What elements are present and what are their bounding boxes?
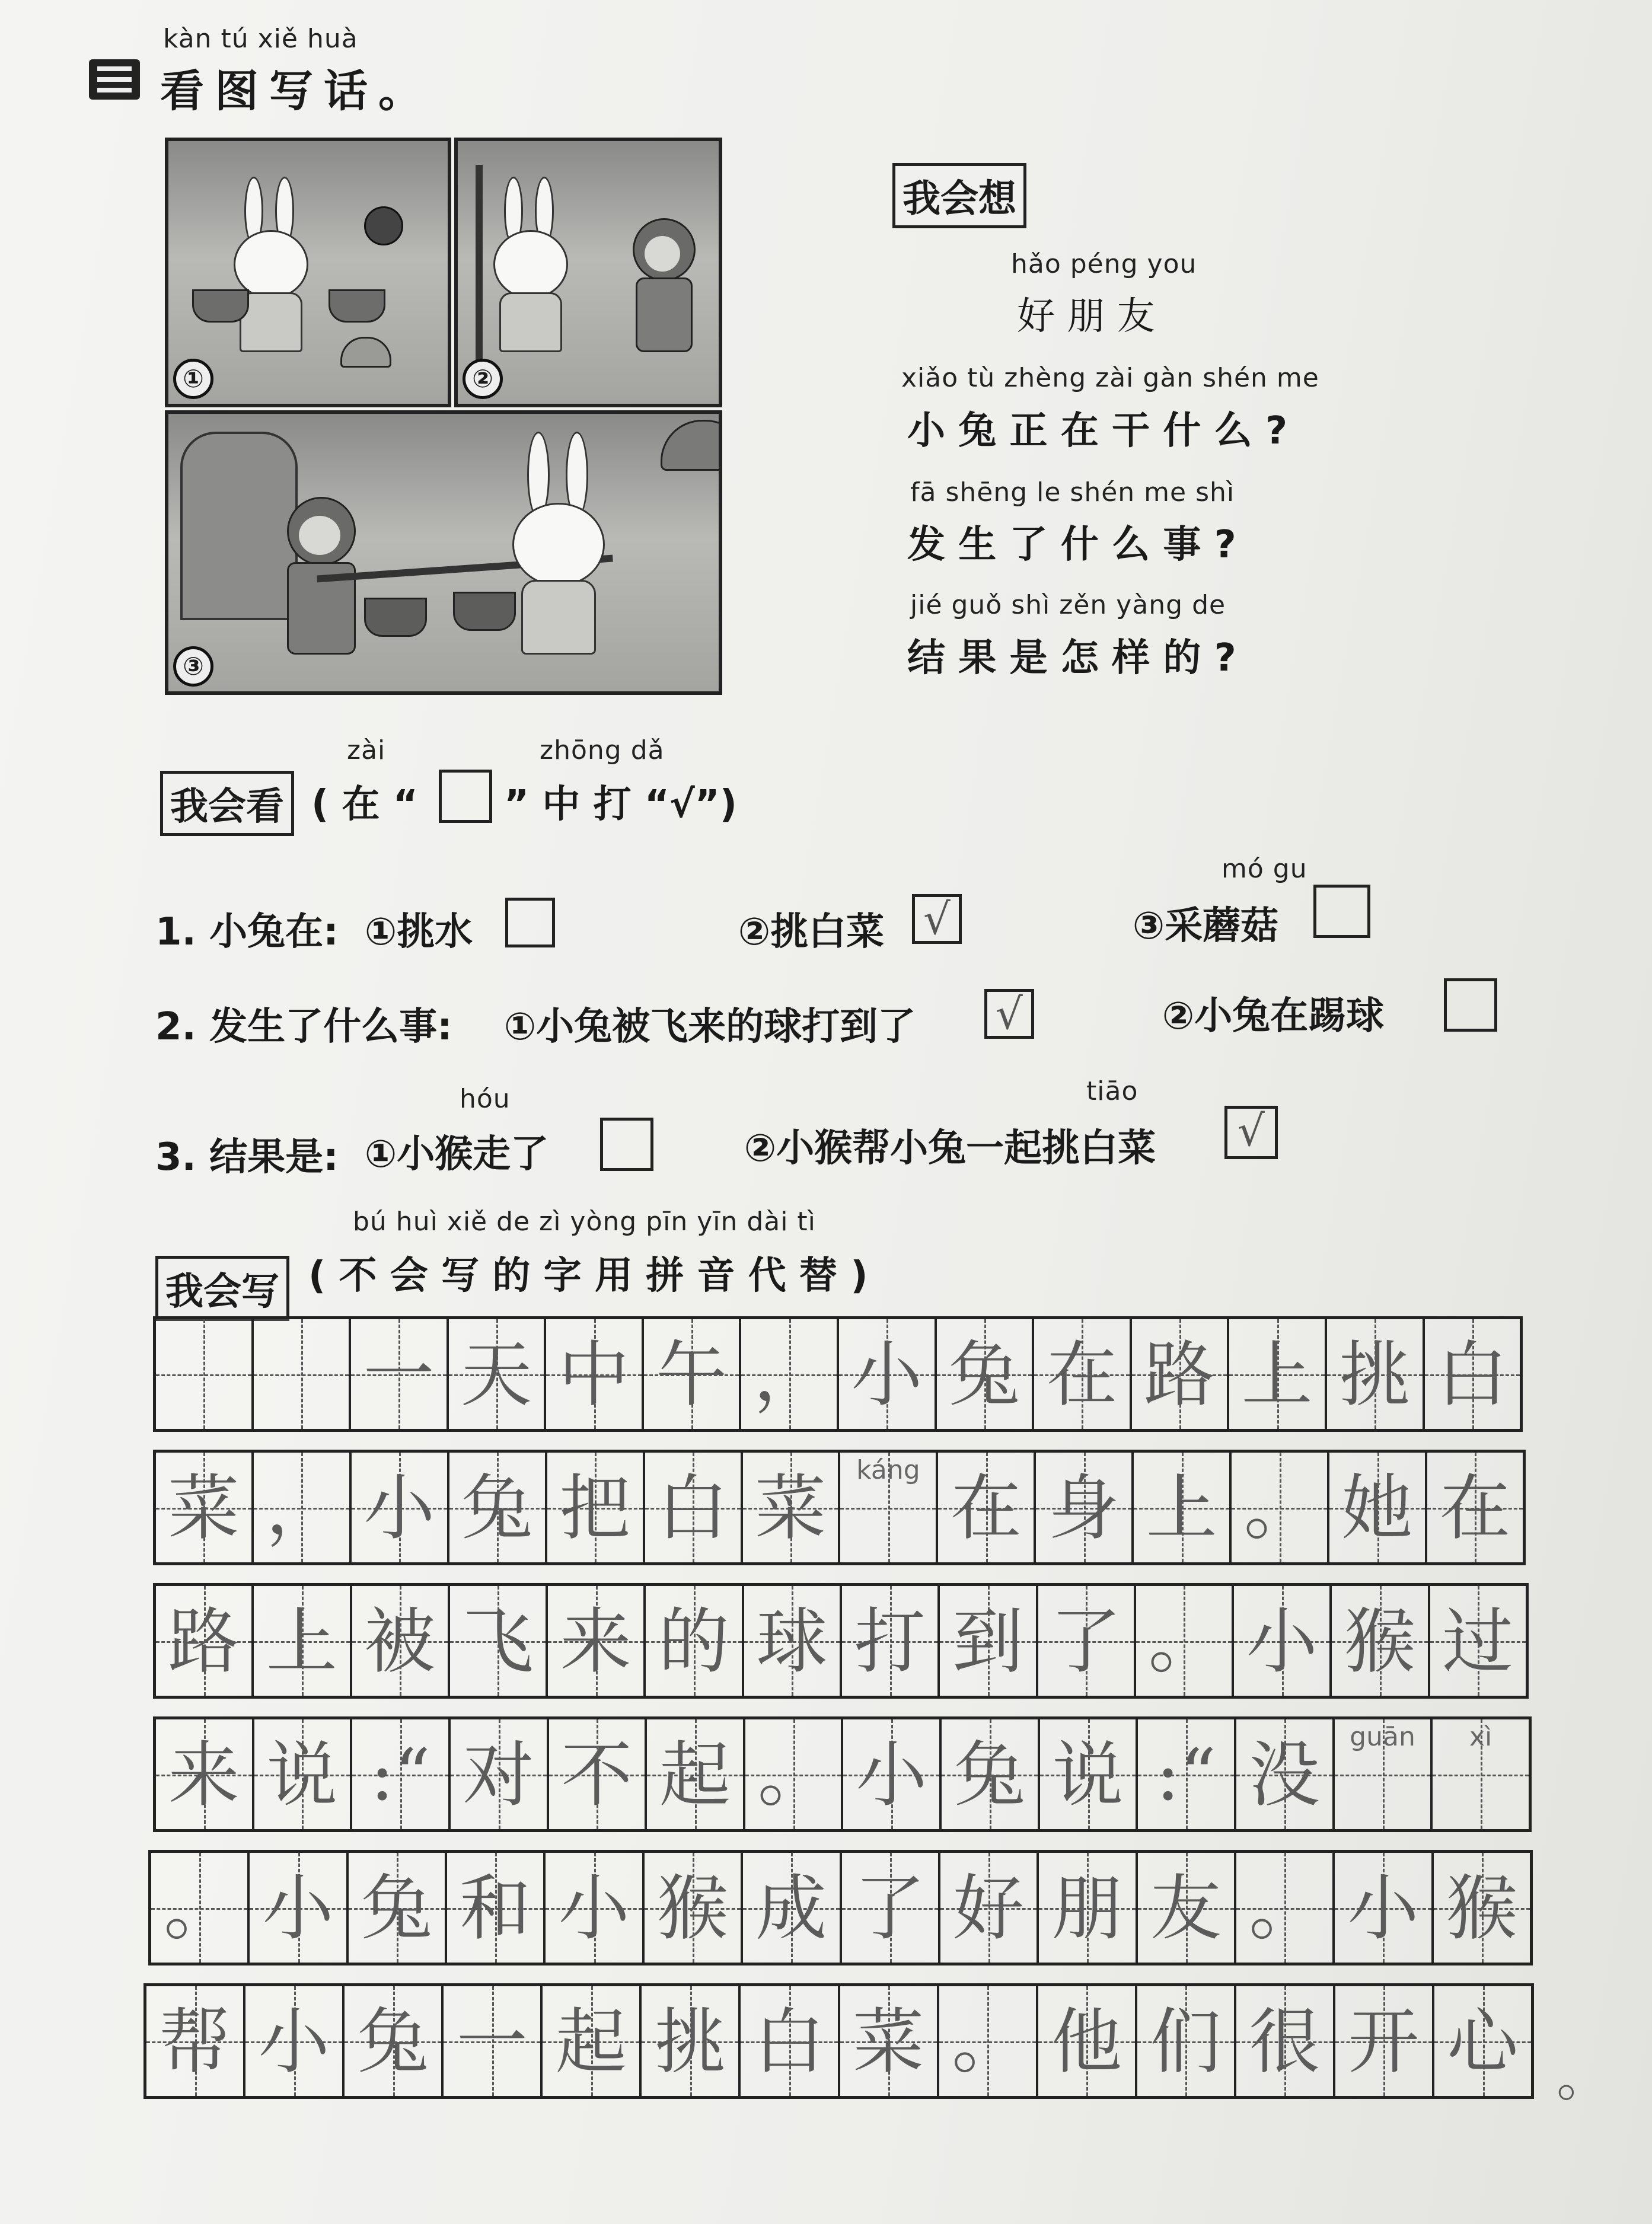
q1-option-1: ①挑水 [365, 910, 473, 954]
grid-cell[interactable] [254, 1719, 353, 1829]
handwritten-char: 没 [1248, 1734, 1320, 1817]
grid-cell[interactable] [1036, 1453, 1134, 1562]
think-question-2: 发 生 了 什 么 事 ? [907, 523, 1236, 567]
handwritten-char: 很 [1249, 2001, 1321, 2083]
handwritten-pinyin: káng [856, 1455, 920, 1485]
grid-cell[interactable] [1040, 1719, 1138, 1829]
grid-cell[interactable] [647, 1719, 745, 1829]
q1-option-2: ②挑白菜 [738, 910, 885, 954]
handwritten-char: 她 [1341, 1467, 1413, 1550]
rabbit-figure [493, 194, 565, 349]
example-box [439, 770, 492, 823]
grid-cell[interactable] [1430, 1586, 1526, 1696]
ball-icon [364, 206, 403, 245]
handwritten-char: 说 [1052, 1734, 1124, 1817]
grid-cell[interactable] [1327, 1319, 1425, 1429]
grid-cell[interactable] [156, 1719, 254, 1829]
handwritten-char: 心 [1447, 2001, 1519, 2083]
handwritten-char: 飞 [462, 1601, 534, 1683]
grid-cell[interactable] [938, 1453, 1036, 1562]
handwritten-char: 菜 [168, 1467, 240, 1550]
mushroom-icon [340, 337, 391, 368]
handwritten-char: 午 [656, 1334, 728, 1416]
handwritten-char: 。 [1148, 1601, 1220, 1683]
carrying-pole-icon [476, 165, 483, 378]
zai-pinyin: zài [347, 735, 386, 765]
handwritten-char: 路 [168, 1601, 240, 1683]
handwritten-char: 。 [1249, 1868, 1321, 1950]
grid-cell[interactable] [447, 1853, 546, 1963]
grid-cell[interactable] [345, 1986, 444, 2096]
handwritten-char: 上 [1241, 1334, 1313, 1416]
grid-cell[interactable] [546, 1853, 644, 1963]
grid-cell[interactable] [1137, 1986, 1236, 2096]
handwritten-char: 。 [1243, 1467, 1315, 1550]
handwritten-char: 好 [953, 1868, 1025, 1950]
grid-cell[interactable] [1234, 1586, 1332, 1696]
handwritten-char: 成 [755, 1868, 827, 1950]
q1-option-3: ③采蘑菇 [1133, 904, 1279, 948]
cabbage-basket-icon [453, 592, 516, 631]
think-label: 我会想 [892, 163, 1026, 228]
grid-cell[interactable] [254, 1319, 352, 1429]
handwritten-char: 兔 [361, 1868, 432, 1950]
grid-cell[interactable] [1427, 1453, 1523, 1562]
think-pinyin-4: jié guǒ shì zěn yàng de [910, 590, 1226, 620]
grid-cell[interactable] [745, 1719, 844, 1829]
handwritten-char: 来 [168, 1734, 240, 1817]
think-question-1: 小 兔 正 在 干 什 么 ? [907, 409, 1288, 453]
grid-cell[interactable] [937, 1319, 1035, 1429]
q1-checkbox-2[interactable]: √ [912, 894, 962, 944]
handwritten-char: 的 [658, 1601, 730, 1683]
grid-cell[interactable] [1236, 1719, 1335, 1829]
grid-cell[interactable] [543, 1986, 642, 2096]
grid-cell[interactable] [840, 1986, 939, 2096]
grid-cell[interactable] [444, 1986, 543, 2096]
q3-option-2: ②小猴帮小兔一起挑白菜 [744, 1127, 1156, 1170]
grid-cell[interactable] [1332, 1586, 1430, 1696]
q2-label: 2. 发生了什么事: [155, 1005, 452, 1049]
grid-cell[interactable] [1236, 1986, 1335, 2096]
panel-number: ③ [173, 646, 213, 687]
section-number-icon [89, 59, 140, 100]
grid-cell[interactable] [839, 1319, 937, 1429]
grid-cell[interactable] [842, 1586, 940, 1696]
grid-cell[interactable] [940, 1586, 1038, 1696]
handwritten-char: 了 [854, 1868, 926, 1950]
grid-cell[interactable] [1236, 1853, 1335, 1963]
grid-cell[interactable] [741, 1319, 839, 1429]
grid-cell[interactable] [245, 1986, 345, 2096]
grid-cell[interactable] [942, 1719, 1040, 1829]
handwritten-char: 小 [262, 1868, 334, 1950]
handwritten-char: 和 [460, 1868, 531, 1950]
picture-panel-1 [165, 138, 451, 407]
grid-cell[interactable] [645, 1453, 743, 1562]
grid-cell[interactable] [1132, 1319, 1230, 1429]
grid-cell[interactable] [450, 1586, 548, 1696]
handwritten-char: 打 [854, 1601, 926, 1683]
writing-grid-row-2 [153, 1450, 1526, 1565]
handwritten-char: 白 [754, 2001, 825, 2083]
grid-cell[interactable] [546, 1319, 644, 1429]
grid-cell[interactable] [642, 1986, 741, 2096]
grid-cell[interactable] [156, 1586, 254, 1696]
grid-cell[interactable] [1229, 1319, 1327, 1429]
handwritten-char: 白 [1436, 1334, 1508, 1416]
handwritten-char: 在 [1439, 1467, 1511, 1550]
grid-cell[interactable] [1039, 1853, 1137, 1963]
grid-cell[interactable] [1038, 1986, 1137, 2096]
handwritten-char [254, 1319, 349, 1429]
grid-cell[interactable] [352, 1453, 449, 1562]
handwritten-char: 挑 [654, 2001, 726, 2083]
handwritten-char: :“ [370, 1734, 430, 1817]
q1-label: 1. 小兔在: [155, 910, 339, 954]
grid-cell[interactable] [1335, 1853, 1433, 1963]
grid-cell[interactable] [1335, 1986, 1434, 2096]
look-instruction-open: ( 在 “ [311, 783, 418, 827]
handwritten-char: 对 [463, 1734, 534, 1817]
grid-cell[interactable] [156, 1453, 254, 1562]
grid-cell[interactable] [940, 1853, 1039, 1963]
handwritten-pinyin: guān [1350, 1722, 1415, 1752]
grid-cell[interactable] [156, 1319, 254, 1429]
handwritten-char: 他 [1051, 2001, 1122, 2083]
writing-grid-row-4 [153, 1716, 1532, 1832]
write-instruction: ( 不 会 写 的 字 用 拼 音 代 替 ) [308, 1254, 868, 1298]
picture-panel-2 [454, 138, 722, 407]
handwritten-char: 到 [952, 1601, 1023, 1683]
q3-option-1: ①小猴走了 [365, 1132, 549, 1176]
mushroom-icon [661, 420, 722, 471]
handwritten-char: 开 [1348, 2001, 1420, 2083]
handwritten-char: 朋 [1051, 1868, 1123, 1950]
grid-cell[interactable] [449, 1319, 547, 1429]
handwritten-char: 在 [1046, 1334, 1118, 1416]
grid-cell[interactable] [1034, 1319, 1132, 1429]
handwritten-char: 上 [266, 1601, 337, 1683]
handwritten-char: 身 [1048, 1467, 1120, 1550]
handwritten-char: 小 [258, 2001, 330, 2083]
picture-panel-3 [165, 410, 722, 695]
grid-cell[interactable] [646, 1586, 744, 1696]
handwritten-char: ， [753, 1334, 825, 1416]
handwritten-char: 。 [952, 2001, 1023, 2083]
handwritten-char: 菜 [754, 1467, 826, 1550]
cabbage-basket-icon [329, 289, 385, 323]
grid-cell[interactable] [254, 1586, 352, 1696]
trailing-period: 。 [1557, 2046, 1610, 2108]
handwritten-char: 友 [1150, 1868, 1222, 1950]
q3-checkbox-2[interactable]: √ [1224, 1106, 1278, 1159]
grid-cell[interactable] [1425, 1319, 1520, 1429]
grid-cell[interactable] [1329, 1453, 1427, 1562]
grid-cell[interactable] [939, 1986, 1038, 2096]
handwritten-char: 起 [659, 1734, 731, 1817]
grid-cell[interactable] [151, 1853, 250, 1963]
look-instruction-close: ” 中 打 “√”) [504, 783, 737, 827]
handwritten-char: 猴 [656, 1868, 728, 1950]
handwritten-char: 兔 [953, 1734, 1025, 1817]
grid-cell[interactable] [645, 1853, 743, 1963]
handwritten-char: 球 [756, 1601, 828, 1683]
handwritten-char: 不 [561, 1734, 633, 1817]
page-title: 看图写话。 [160, 66, 433, 117]
handwritten-char: 兔 [948, 1334, 1020, 1416]
handwritten-char: 把 [559, 1467, 631, 1550]
cabbage-basket-icon [192, 289, 249, 323]
grid-cell[interactable] [843, 1719, 942, 1829]
grid-cell[interactable] [449, 1453, 547, 1562]
handwritten-char: 。 [757, 1734, 829, 1817]
handwritten-char: 小 [856, 1734, 927, 1817]
handwritten-char: 。 [164, 1868, 235, 1950]
handwritten-char: 兔 [357, 2001, 429, 2083]
q1-checkbox-3[interactable] [1313, 885, 1370, 938]
grid-cell[interactable] [352, 1719, 451, 1829]
write-pinyin: bú huì xiě de zì yòng pīn yīn dài tì [353, 1207, 816, 1237]
panel-number: ② [463, 359, 503, 399]
rabbit-figure [512, 455, 601, 657]
think-topic: 好 朋 友 [1017, 295, 1155, 339]
handwritten-char: ， [266, 1467, 337, 1550]
q3-label: 3. 结果是: [155, 1135, 339, 1179]
handwritten-char: 帮 [159, 2001, 231, 2083]
monkey-figure [281, 497, 358, 687]
grid-cell[interactable] [840, 1453, 938, 1562]
title-pinyin: kàn tú xiě huà [163, 24, 358, 54]
q2-option-2: ②小兔在踢球 [1162, 994, 1385, 1038]
grid-cell[interactable] [1335, 1719, 1433, 1829]
grid-cell[interactable] [547, 1453, 645, 1562]
handwritten-char: 挑 [1339, 1334, 1411, 1416]
grid-cell[interactable] [1433, 1719, 1529, 1829]
handwritten-char: 起 [555, 2001, 627, 2083]
grid-cell[interactable] [644, 1319, 742, 1429]
q1-checkbox-1[interactable] [505, 898, 555, 947]
grid-cell[interactable] [548, 1586, 646, 1696]
writing-grid-row-6 [143, 1983, 1534, 2099]
handwritten-char: 猴 [1446, 1868, 1517, 1950]
grid-cell[interactable] [352, 1586, 450, 1696]
grid-cell[interactable] [1136, 1586, 1234, 1696]
grid-cell[interactable] [250, 1853, 348, 1963]
handwritten-char: 小 [851, 1334, 923, 1416]
grid-cell[interactable] [743, 1453, 841, 1562]
mogu-pinyin: mó gu [1222, 854, 1307, 884]
handwritten-char [156, 1319, 251, 1429]
grid-cell[interactable] [741, 1986, 840, 2096]
handwritten-char: 上 [1146, 1467, 1217, 1550]
panel-number: ① [173, 359, 213, 399]
think-question-3: 结 果 是 怎 样 的 ? [907, 636, 1236, 680]
handwritten-char: 中 [558, 1334, 630, 1416]
grid-cell[interactable] [743, 1853, 841, 1963]
handwritten-char: 天 [461, 1334, 532, 1416]
rabbit-figure [234, 194, 305, 349]
writing-grid-row-5 [148, 1850, 1533, 1965]
handwritten-char: 来 [560, 1601, 632, 1683]
handwritten-char: 在 [950, 1467, 1022, 1550]
q2-checkbox-1[interactable]: √ [984, 989, 1034, 1039]
grid-cell[interactable] [549, 1719, 648, 1829]
handwritten-char: 路 [1144, 1334, 1216, 1416]
picture-area [165, 138, 722, 695]
grid-cell[interactable] [1134, 1453, 1232, 1562]
think-pinyin-2: xiǎo tù zhèng zài gàn shén me [901, 363, 1319, 393]
handwritten-char: 小 [363, 1467, 435, 1550]
handwritten-char: 们 [1150, 2001, 1222, 2083]
handwritten-char: 说 [266, 1734, 338, 1817]
handwritten-pinyin: xì [1469, 1722, 1492, 1752]
handwritten-char: 过 [1442, 1601, 1514, 1683]
cabbage-basket-icon [364, 598, 427, 637]
handwritten-char: 小 [558, 1868, 630, 1950]
writing-grid-row-1 [153, 1316, 1523, 1432]
q2-checkbox-2[interactable] [1444, 978, 1497, 1032]
grid-cell[interactable] [1138, 1853, 1236, 1963]
grid-cell[interactable] [842, 1853, 940, 1963]
grid-cell[interactable] [254, 1453, 352, 1562]
grid-cell[interactable] [1434, 1853, 1530, 1963]
q2-option-1: ①小兔被飞来的球打到了 [504, 1005, 916, 1049]
handwritten-char: 小 [1246, 1601, 1318, 1683]
think-pinyin-1: hǎo péng you [1011, 249, 1197, 279]
grid-cell[interactable] [351, 1319, 449, 1429]
handwritten-char: 一 [363, 1334, 435, 1416]
grid-cell[interactable] [451, 1719, 549, 1829]
grid-cell[interactable] [1434, 1986, 1531, 2096]
grid-cell[interactable] [1138, 1719, 1236, 1829]
hou-pinyin: hóu [460, 1084, 511, 1114]
look-label: 我会看 [160, 771, 294, 836]
writing-grid-row-3 [153, 1583, 1529, 1699]
handwritten-char: 菜 [853, 2001, 924, 2083]
handwritten-char: 一 [456, 2001, 528, 2083]
zhongda-pinyin: zhōng dǎ [540, 735, 665, 765]
think-pinyin-3: fā shēng le shén me shì [910, 477, 1235, 508]
grid-cell[interactable] [146, 1986, 245, 2096]
house-icon [180, 432, 298, 620]
handwritten-char: 白 [657, 1467, 729, 1550]
q3-checkbox-1[interactable] [600, 1118, 653, 1171]
handwritten-char: 了 [1050, 1601, 1122, 1683]
handwritten-char: 猴 [1344, 1601, 1416, 1683]
handwritten-char: 兔 [461, 1467, 533, 1550]
handwritten-char: 小 [1347, 1868, 1419, 1950]
tiao-pinyin: tiāo [1086, 1076, 1138, 1106]
grid-cell[interactable] [1038, 1586, 1136, 1696]
grid-cell[interactable] [1232, 1453, 1329, 1562]
handwritten-char: :“ [1156, 1734, 1217, 1817]
write-label: 我会写 [155, 1256, 289, 1321]
grid-cell[interactable] [349, 1853, 447, 1963]
grid-cell[interactable] [744, 1586, 842, 1696]
handwritten-char: 被 [364, 1601, 436, 1683]
monkey-figure [630, 218, 695, 355]
